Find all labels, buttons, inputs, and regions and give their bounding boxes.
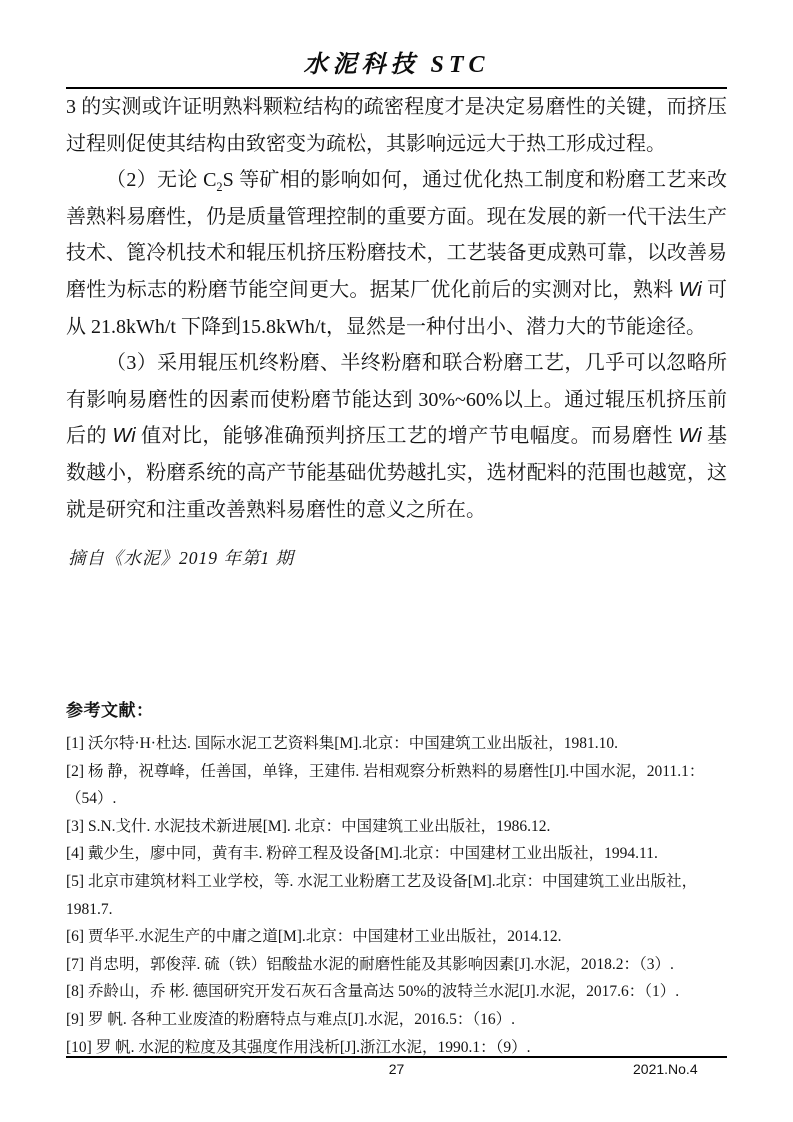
text-run: （3）采用辊压机终粉磨、半终粉磨和联合粉磨工艺，几乎可以忽略所有影响易磨性的因素而使粉磨节能达到 30%~60%以上。通过辊压机挤压前后的 — [66, 352, 727, 448]
text-run: （2）无论 C — [106, 169, 217, 192]
text-run: 基数越小，粉磨系统的高产节能基础优势越扎实，选材配料的范围也越宽，这就是研究和注重改善熟料易磨性的意义之所在。 — [66, 425, 728, 521]
reference-item: [7] 肖忠明，郭俊萍. 硫（铁）铝酸盐水泥的耐磨性能及其影响因素[J].水泥，2018.2：（3）. — [66, 955, 674, 973]
reference-item: [1] 沃尔特·H·杜达. 国际水泥工艺资料集[M].北京：中国建筑工业出版社，1981.10. — [66, 735, 618, 752]
text-run: 值对比，能够准确预判挤压工艺的增产节电幅度。而易磨性 — [135, 425, 679, 448]
text-run: 2 — [216, 180, 223, 195]
reference-item: [3] S.N.戈什. 水泥技术新进展[M]. 北京：中国建筑工业出版社，1986.12. — [66, 817, 551, 835]
text-run: Wi — [112, 425, 136, 448]
reference-item: [9] 罗 帆. 各种工业废渣的粉磨特点与难点[J].水泥，2016.5：（16）. — [66, 1010, 516, 1028]
reference-item: [5] 北京市建筑材料工业学校，等. 水泥工业粉磨工艺及设备[M].北京：中国建筑工业出版社，1981.7. — [66, 872, 698, 918]
text-run: 可从 21.8kWh/t 下降到15.8kWh/t，显然是一种付出小、潜力大的节能途径。 — [66, 278, 728, 338]
page-number: 27 — [388, 1061, 405, 1077]
footer-rule — [66, 1056, 727, 1058]
article-body — [66, 89, 727, 528]
references-list — [66, 730, 727, 1061]
text-run: S 等矿相的影响如何，通过优化热工制度和粉磨工艺来改善熟料易磨性，仍是质量管理控制的重要方面。现在发展的新一代干法生产技术、篦冷机技术和辊压机挤压粉磨技术，工艺装备更成熟可靠，以改善易磨性为标志的粉磨节能空间更大。据某厂优化前后的实测对比，熟料 — [66, 169, 727, 301]
text-run: Wi — [678, 425, 702, 448]
issue-label: 2021.No.4 — [633, 1061, 698, 1077]
reference-item: [4] 戴少生，廖中同，黄有丰. 粉碎工程及设备[M].北京：中国建材工业出版社，1994.11. — [66, 845, 658, 863]
paragraph-point-2 — [66, 162, 727, 345]
reference-item: [2] 杨 静，祝尊峰，任善国，单锋，王建伟. 岩相观察分析熟料的易磨性[J].中国水泥，2011.1：（54）. — [66, 762, 705, 808]
text-run: Wi — [678, 278, 702, 301]
source-note: 摘自《水泥》2019 年第1 期 — [68, 548, 294, 568]
paragraph-point-3 — [66, 345, 727, 528]
paragraph-continuation — [66, 89, 727, 162]
journal-header-title: 水泥科技 STC — [303, 52, 490, 78]
references-section — [66, 696, 727, 1061]
reference-item: [8] 乔龄山，乔 彬. 德国研究开发石灰石含量高达 50%的波特兰水泥[J].水泥，2017.6：（1）. — [66, 983, 680, 1001]
text-run: 3 的实测或许证明熟料颗粒结构的疏密程度才是决定易磨性的关键，而挤压过程则促使其结构由致密变为疏松，其影响远远大于热工形成过程。 — [66, 96, 727, 155]
references-heading: 参考文献： — [66, 701, 154, 720]
reference-item: [10] 罗 帆. 水泥的粒度及其强度作用浅析[J].浙江水泥，1990.1：（9）. — [66, 1038, 531, 1056]
reference-item: [6] 贾华平.水泥生产的中庸之道[M].北京：中国建材工业出版社，2014.12. — [66, 928, 562, 946]
